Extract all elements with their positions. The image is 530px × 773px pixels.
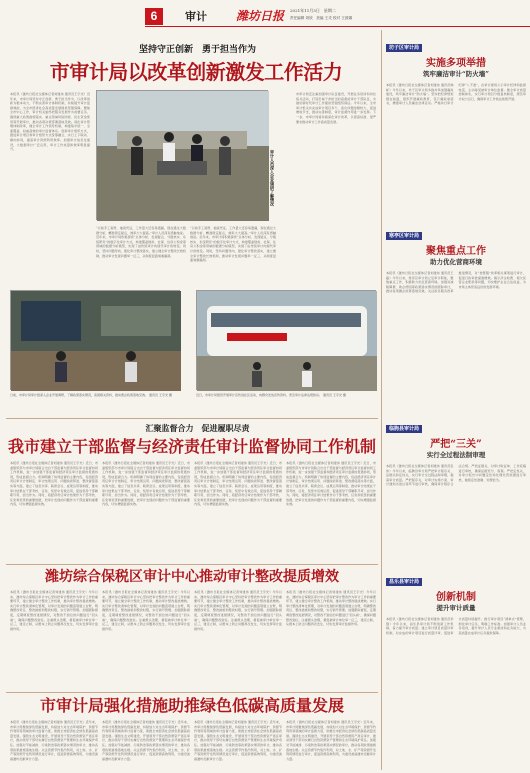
lead-body-left: 本报讯（潍坊日报社全媒体记者刘建伟 通讯员王宇光）近年来，市审计局坚持守正创新、勇于担当作为，以改革创新为根本动力，不断完善审计体制机制，持续提升审计监督效能，为全市经济社会高质量发展提供坚强保障。聚焦全市中心工作，审计机关始终把服务发展作为首要任务，围绕重大政策措施落实、重点领域风险防控、民生资金使用等开展审计，推动各项决策部署落地见效。深化审计管理体制改革，健全审计工作领导机制，构建集中统一、全面覆盖、权威高效的审计监督体系。创新审计组织方式，推进审计项目和审计组织方式统筹融合，实行上下联动、横向协同，提高审计资源利用效率。加强审计信息化建设，大数据审计广泛运用，审计工作质量和效率明显提升。 [10,92,90,152]
sidebar-body: 本报讯（潍坊日报社全媒体记者刘建伟 通讯员韩彬）今年以来，坊子区审计局多措并举加强廉政建设，筑牢廉洁审计“防火墙”。坚持把纪律规矩挺在前面，组织开展廉政教育，签订廉政承诺书，增强审计人员廉洁自律意识。严格执行审计纪律“八不准”，在审计现场公示审计纪律和监督电话，主动接受被审计单位监督。健全审计质量控制体系，实行审计项目分级复核制度，规范审计权力运行，确保审计工作依法依规开展。 [386,83,526,106]
sidebar-divider [381,30,382,770]
article4-body-col2: 本报讯（潍坊日报社全媒体记者刘建伟 通讯员王宇光）近年来，市审计局聚焦绿色低碳发展，持续加大对生态环境保护、资源节约利用等领域的审计监督力度，助推全市经济社会绿色低碳高质量发展。围绕生态文明建设，开展领导干部自然资源资产离任审计，推动领导干部切实履行自然资源资产管理和生态环境保护责任。加强对节能减排、污染防治等政策落实情况的审计，推动各项政策措施落地生根。关注资源节约集约利用，对土地、水、矿产等资源开发利用情况进行审计，促进资源高效利用，为建设美丽潍坊贡献审计力量。 [102,720,190,761]
article2-kicker: 汇聚监督合力 促进履职尽责 [145,423,250,433]
dateline: 2021年11月3日 星期二 [290,8,336,13]
sidebar-body: 本报讯（潍坊日报社全媒体记者刘建伟 通讯员李强）今年以来，昌乐县审计局不断创新工作机制，着力提升审计质量。建立审计项目质量评审机制，对完成的审计项目进行质量评审，促进审计质量持续提升。推行审计项目“清单式”管理，细化审计任务，明确工作标准。加强审计人员业务培训，提升审计人员专业素质和业务能力，为高质量完成审计任务提供保障。 [386,617,526,635]
article4-body-col4: 本报讯（潍坊日报社全媒体记者刘建伟 通讯员王宇光）近年来，市审计局聚焦绿色低碳发展，持续加大对生态环境保护、资源节约利用等领域的审计监督力度，助推全市经济社会绿色低碳高质量发展。围绕生态文明建设，开展领导干部自然资源资产离任审计，推动领导干部切实履行自然资源资产管理和生态环境保护责任。加强对节能减排、污染防治等政策落实情况的审计，推动各项政策措施落地生根。关注资源节约集约利用，对土地、水、矿产等资源开发利用情况进行审计，促进资源高效利用，为建设美丽潍坊贡献审计力量。 [286,720,376,761]
divider [6,418,378,419]
sidebar-headline: 创新机制 [436,592,476,603]
section-title: 审计 [185,10,207,23]
article4-body-col3: 本报讯（潍坊日报社全媒体记者刘建伟 通讯员王宇光）近年来，市审计局聚焦绿色低碳发展，持续加大对生态环境保护、资源节约利用等领域的审计监督力度，助推全市经济社会绿色低碳高质量发展。围绕生态文明建设，开展领导干部自然资源资产离任审计，推动领导干部切实履行自然资源资产管理和生态环境保护责任。加强对节能减排、污染防治等政策落实情况的审计，推动各项政策措施落地生根。关注资源节约集约利用，对土地、水、矿产等资源开发利用情况进行审计，促进资源高效利用，为建设美丽潍坊贡献审计力量。 [194,720,282,761]
article3-headline: 潍坊综合保税区审计中心推动审计整改提质增效 [45,569,339,585]
article4-body-col1: 本报讯（潍坊日报社全媒体记者刘建伟 通讯员王宇光）近年来，市审计局聚焦绿色低碳发展，持续加大对生态环境保护、资源节约利用等领域的审计监督力度，助推全市经济社会绿色低碳高质量发展。围绕生态文明建设，开展领导干部自然资源资产离任审计，推动领导干部切实履行自然资源资产管理和生态环境保护责任。加强对节能减排、污染防治等政策落实情况的审计，推动各项政策措施落地生根。关注资源节约集约利用，对土地、水、矿产等资源开发利用情况进行审计，促进资源高效利用，为建设美丽潍坊贡献审计力量。 [10,720,98,761]
sidebar-subhead: 筑牢廉洁审计“防火墙” [423,70,489,78]
sidebar-headline: 严把“三关” [430,439,482,450]
photo-vertical-caption-box [270,150,292,218]
article2-body-col4: 本报讯（潍坊日报社全媒体记者刘建伟 通讯员王宇光）近日，市委组织部与市审计局联合出台干部监督与经济责任审计监督协同工作机制，进一步加强干部监督和经济责任审计监督的贯通协同，形成监督合力。机制明确了协同监督的主要内容，包括经济责任审计计划制定、审计结果运用、问题线索移送、整改督促落实等方面，建立了信息共享、联席会议、成果运用等制度，推动审计结果在干部考核、任免、奖惩中有效运用，促进领导干部履职尽责、担当作为。同时，将经济责任审计结果作为干部考核、任免和奖惩的重要依据，把审计发现的问题作为干部监督的重要内容，切实增强监督实效。 [286,461,376,507]
divider [6,564,378,565]
article3-body-col1: 本报讯（潍坊日报社全媒体记者刘建伟 通讯员王宇光）今年以来，潍坊综合保税区审计中心坚持把审计整改作为审计工作的重要环节，建立健全审计整改工作机制，推动审计整改提质增效。实行审计整改清单化管理，对审计发现的问题逐项建立台账，明确整改责任、整改措施和整改时限，实行销号管理。加强跟踪督促，定期调度整改进展情况，对整改不到位的问题进行“回头看”，确保问题整改到位。注重源头治理，督促被审计单位举一反三，建章立制，从根本上防止问题再次发生，切实发挥审计监督作用。 [10,590,98,631]
article2-headline: 我市建立干部监督与经济责任审计监督协同工作机制 [7,437,376,456]
sidebar-tag: 昌乐县审计局 [386,578,422,586]
article2-body-col3: 本报讯（潍坊日报社全媒体记者刘建伟 通讯员王宇光）近日，市委组织部与市审计局联合出台干部监督与经济责任审计监督协同工作机制，进一步加强干部监督和经济责任审计监督的贯通协同，形成监督合力。机制明确了协同监督的主要内容，包括经济责任审计计划制定、审计结果运用、问题线索移送、整改督促落实等方面，建立了信息共享、联席会议、成果运用等制度，推动审计结果在干部考核、任免、奖惩中有效运用，促进领导干部履职尽责、担当作为。同时，将经济责任审计结果作为干部考核、任免和奖惩的重要依据，把审计发现的问题作为干部监督的重要内容，切实增强监督实效。 [194,461,282,507]
caption-left-text: 日前，市审计局审计组深入企业开展调研，了解政策落实情况，查阅相关资料，推动惠企政策落地见效。 [10,393,149,397]
sidebar-item-1 [386,34,526,219]
caption-right-credit: 通讯员 王宇光 摄 [322,393,346,397]
caption-left-credit: 通讯员 王宇光 摄 [148,393,172,397]
sidebar-body: 本报讯（潍坊日报社全媒体记者刘建伟 通讯员王磊）今年以来，寒亭区审计局立足审计职能，聚焦重点工作，积极助力优化营商环境。加强对减税降费、助企纾困等政策落实情况的跟踪审计，推动各项惠企政策落地见效。关注政务服务改革推进情况，对“放管服”改革相关事项进行审计，促进行政审批提速增效。揭示涉企收费、拖欠民营企业账款等问题，切实维护企业合法权益，为市场主体营造良好的发展环境。 [386,271,526,294]
editors-line: 责任编辑 刘欣 美编 王灵 校对 王波娜 [290,16,353,20]
people-photo-illustration [97,91,269,221]
lead-caption-left [10,393,180,415]
sidebar-item-2 [386,222,526,412]
sidebar-item-3 [386,415,526,565]
article2-body-col1: 本报讯（潍坊日报社全媒体记者刘建伟 通讯员王宇光）近日，市委组织部与市审计局联合出台干部监督与经济责任审计监督协同工作机制，进一步加强干部监督和经济责任审计监督的贯通协同，形成监督合力。机制明确了协同监督的主要内容，包括经济责任审计计划制定、审计结果运用、问题线索移送、整改督促落实等方面，建立了信息共享、联席会议、成果运用等制度，推动审计结果在干部考核、任免、奖惩中有效运用，促进领导干部履职尽责、担当作为。同时，将经济责任审计结果作为干部考核、任免和奖惩的重要依据，把审计发现的问题作为干部监督的重要内容，切实增强监督实效。 [10,461,98,507]
newspaper-logo: 潍坊日报 [236,9,285,23]
article3-body-col4: 本报讯（潍坊日报社全媒体记者刘建伟 通讯员王宇光）今年以来，潍坊综合保税区审计中心坚持把审计整改作为审计工作的重要环节，建立健全审计整改工作机制，推动审计整改提质增效。实行审计整改清单化管理，对审计发现的问题逐项建立台账，明确整改责任、整改措施和整改时限，实行销号管理。加强跟踪督促，定期调度整改进展情况，对整改不到位的问题进行“回头看”，确保问题整改到位。注重源头治理，督促被审计单位举一反三，建章立制，从根本上防止问题再次发生，切实发挥审计监督作用。 [286,590,376,627]
sidebar-subhead: 实行全过程法制审理 [426,451,486,459]
sidebar-headline: 聚焦重点工作 [426,246,486,257]
header-rule [145,26,530,27]
lead-body-mid: “以前手工查账、抽查凭证，工作量大还容易遗漏，现在通过大数据分析，精准锁定疑点，效率大大提高。”审计人员深有感触地说。近年来，市审计局积极探索“总体分析、发现疑点、分散核实、系统研究”的数字化审计方式，构建覆盖财政、社保、住房公积金等领域的数据分析模型，实现了由传统审计向现代审计的转变。同时，坚持问题导向，强化审计整改落实，建立健全审计整改长效机制，推动审计发现问题举一反三，从制度层面堵塞漏洞。 [96,226,186,258]
article3-body-col3: 本报讯（潍坊日报社全媒体记者刘建伟 通讯员王宇光）今年以来，潍坊综合保税区审计中心坚持把审计整改作为审计工作的重要环节，建立健全审计整改工作机制，推动审计整改提质增效。实行审计整改清单化管理，对审计发现的问题逐项建立台账，明确整改责任、整改措施和整改时限，实行销号管理。加强跟踪督促，定期调度整改进展情况，对整改不到位的问题进行“回头看”，确保问题整改到位。注重源头治理，督促被审计单位举一反三，建章立制，从根本上防止问题再次发生，切实发挥审计监督作用。 [194,590,282,631]
article4-headline: 市审计局强化措施助推绿色低碳高质量发展 [39,696,344,715]
photo-vertical-caption: 审计人员深入企业调研了解情况 [270,150,275,206]
lead-body-right: 市审计局还注重加强审计队伍建设，开展业务培训和岗位练兵活动，打造忠诚干净担当的高素质审计干部队伍，为做好新时代审计工作提供坚强组织保证。今年以来，全市审计机关共完成审计项目多个，查出问题金额较大，促进增收节支，推动完善制度，审计监督作用进一步发挥。下一步，市审计局将持续深化审计改革，以更高标准、更严要求推动审计工作高质量发展。 [296,92,376,124]
page-number: 6 [145,8,163,25]
lead-photo-left [10,290,180,390]
caption-right-text: 近日，市审计局组织开展审计宣传进社区活动，向群众发放宣传资料，普及审计法律法规知识。 [196,393,323,397]
article2-body-col2: 本报讯（潍坊日报社全媒体记者刘建伟 通讯员王宇光）近日，市委组织部与市审计局联合出台干部监督与经济责任审计监督协同工作机制，进一步加强干部监督和经济责任审计监督的贯通协同，形成监督合力。机制明确了协同监督的主要内容，包括经济责任审计计划制定、审计结果运用、问题线索移送、整改督促落实等方面，建立了信息共享、联席会议、成果运用等制度，推动审计结果在干部考核、任免、奖惩中有效运用，促进领导干部履职尽责、担当作为。同时，将经济责任审计结果作为干部考核、任免和奖惩的重要依据，把审计发现的问题作为干部监督的重要内容，切实增强监督实效。 [102,461,190,507]
sidebar-headline: 实施多项举措 [426,58,486,69]
bus-photo-illustration [197,291,377,391]
page-header [0,0,530,28]
lead-photo [96,90,268,220]
sidebar-item-4 [386,568,526,768]
lead-headline: 市审计局以改革创新激发工作活力 [49,60,343,84]
lead-photo-right [196,290,376,390]
sidebar-tag: 临朐县审计局 [386,425,422,433]
office-photo-illustration [11,291,181,391]
lead-caption-right [196,393,376,415]
divider [6,692,378,693]
sidebar-subhead: 助力优化营商环境 [430,258,482,266]
lead-body-mid-cont: “以前手工查账、抽查凭证，工作量大还容易遗漏，现在通过大数据分析，精准锁定疑点，效率大大提高。”审计人员深有感触地说。近年来，市审计局积极探索“总体分析、发现疑点、分散核实、系统研究”的数字化审计方式，构建覆盖财政、社保、住房公积金等领域的数据分析模型，实现了由传统审计向现代审计的转变。同时，坚持问题导向，强化审计整改落实，建立健全审计整改长效机制，推动审计发现问题举一反三，从制度层面堵塞漏洞。 [190,226,276,263]
lead-kicker: 坚持守正创新 勇于担当作为 [138,45,256,55]
sidebar-subhead: 提升审计质量 [436,604,476,612]
sidebar-body: 本报讯（潍坊日报社全媒体记者刘建伟 通讯员张伟）今年以来，临朐县审计局严把审计程序关、证据关和定性关，实行审计全过程法制审理，提高审计质量。严把程序关，对审计实施方案、审计通知书送达等环节进行审核，确保审计程序合法合规。严把证据关，对审计取证单、工作底稿进行审核，确保证据充分、客观。严把定性关，对审计报告中问题定性和处理处罚依据进行审核，做到定性准确、处理恰当。 [386,464,526,487]
article3-body-col2: 本报讯（潍坊日报社全媒体记者刘建伟 通讯员王宇光）今年以来，潍坊综合保税区审计中心坚持把审计整改作为审计工作的重要环节，建立健全审计整改工作机制，推动审计整改提质增效。实行审计整改清单化管理，对审计发现的问题逐项建立台账，明确整改责任、整改措施和整改时限，实行销号管理。加强跟踪督促，定期调度整改进展情况，对整改不到位的问题进行“回头看”，确保问题整改到位。注重源头治理，督促被审计单位举一反三，建章立制，从根本上防止问题再次发生，切实发挥审计监督作用。 [102,590,190,631]
sidebar-tag: 坊子区审计局 [386,44,422,52]
sidebar-tag: 寒亭区审计局 [386,232,422,240]
